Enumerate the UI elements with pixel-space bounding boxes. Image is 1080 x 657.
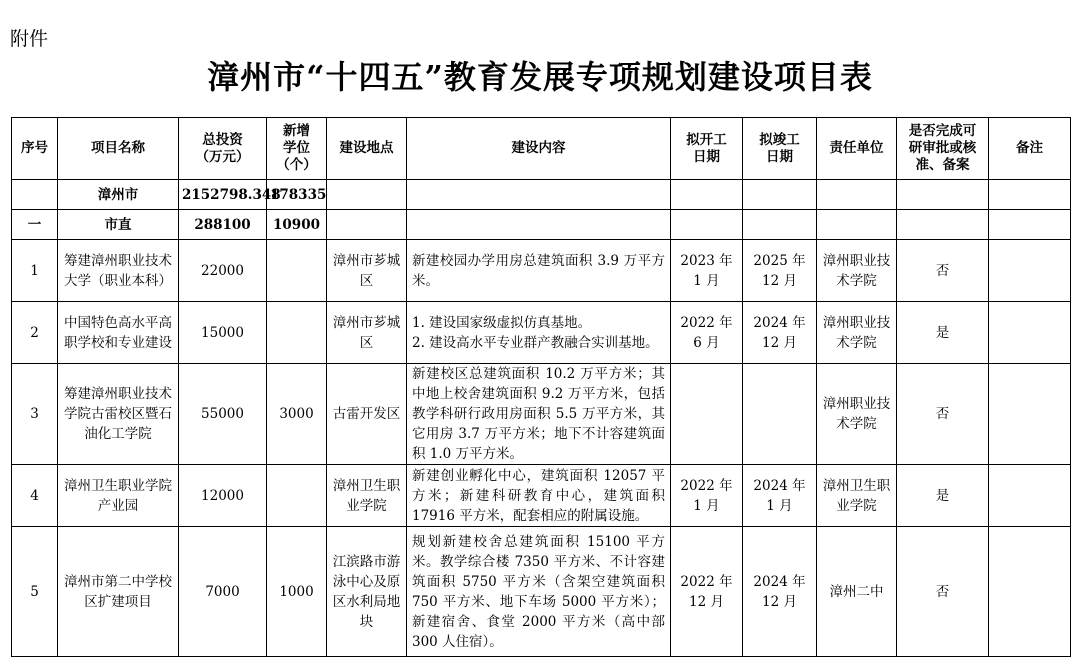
cell-name: 筹建漳州职业技术学院古雷校区暨石油化工学院 (58, 364, 179, 465)
cell-remark (989, 527, 1071, 657)
header-start: 拟开工 日期 (671, 118, 743, 180)
cell-content: 新建校区总建筑面积 10.2 万平方米；其中地上校舍建筑面积 9.2 万平方米，包括教学科研行政用房面积 5.5 万平方米，其它用房 3.7 万平方米；地下不计容建筑面积 1.0 万平方米。 (407, 364, 671, 465)
cell-seats (267, 302, 327, 364)
cell-approved: 是 (897, 302, 989, 364)
cell-no: 一 (12, 210, 58, 240)
cell-invest: 288100 (179, 210, 267, 240)
cell-end (743, 364, 817, 465)
cell-content: 新建创业孵化中心，建筑面积 12057 平方米；新建科研教育中心，建筑面积 17916 平方米，配套相应的附属设施。 (407, 465, 671, 527)
cell-seats (267, 240, 327, 302)
cell-unit: 漳州二中 (817, 527, 897, 657)
cell-location: 古雷开发区 (327, 364, 407, 465)
cell-invest: 2152798.348 (179, 180, 267, 210)
cell-approved: 否 (897, 527, 989, 657)
summary-row-total (12, 180, 1071, 210)
header-approved: 是否完成可 研审批或核 准、备案 (897, 118, 989, 180)
cell-no: 4 (12, 465, 58, 527)
cell-seats: 3000 (267, 364, 327, 465)
table-row (12, 302, 1071, 364)
cell-approved: 否 (897, 240, 989, 302)
cell-no: 3 (12, 364, 58, 465)
cell-invest: 12000 (179, 465, 267, 527)
cell-start: 2023 年 1 月 (671, 240, 743, 302)
cell-seats (267, 465, 327, 527)
cell-end: 2024 年 1 月 (743, 465, 817, 527)
project-table (11, 117, 1071, 657)
cell-name: 漳州市 (58, 180, 179, 210)
cell-content: 规划新建校舍总建筑面积 15100 平方米。教学综合楼 7350 平方米、不计容建筑面积 5750 平方米（含架空建筑面积 750 平方米、地下车场 5000 平方米）；新建宿舍、食堂 2000 平方米（高中部 300 人住宿）。 (407, 527, 671, 657)
header-content: 建设内容 (407, 118, 671, 180)
cell-content: 新建校园办学用房总建筑面积 3.9 万平方米。 (407, 240, 671, 302)
cell-name: 市直 (58, 210, 179, 240)
cell-end: 2024 年 12 月 (743, 302, 817, 364)
cell-seats: 1000 (267, 527, 327, 657)
cell-unit: 漳州职业技术学院 (817, 302, 897, 364)
cell-remark (989, 465, 1071, 527)
cell-remark (989, 364, 1071, 465)
cell-location: 江滨路市游泳中心及原区水利局地块 (327, 527, 407, 657)
page-title: 漳州市“十四五”教育发展专项规划建设项目表 (207, 58, 873, 96)
table-row (12, 465, 1071, 527)
cell-location: 漳州市芗城区 (327, 302, 407, 364)
cell-seats: 178335 (267, 180, 327, 210)
table-header-row (12, 118, 1071, 180)
cell-approved: 是 (897, 465, 989, 527)
cell-invest: 55000 (179, 364, 267, 465)
cell-no: 2 (12, 302, 58, 364)
header-unit: 责任单位 (817, 118, 897, 180)
cell-unit: 漳州职业技术学院 (817, 240, 897, 302)
table-row (12, 527, 1071, 657)
cell-start (671, 364, 743, 465)
cell-location: 漳州卫生职业学院 (327, 465, 407, 527)
cell-invest: 22000 (179, 240, 267, 302)
cell-seats: 10900 (267, 210, 327, 240)
header-seats: 新增 学位 （个） (267, 118, 327, 180)
summary-row-city (12, 210, 1071, 240)
header-no: 序号 (12, 118, 58, 180)
cell-content: 1. 建设国家级虚拟仿真基地。 2. 建设高水平专业群产教融合实训基地。 (407, 302, 671, 364)
table-row (12, 364, 1071, 465)
cell-start: 2022 年 12 月 (671, 527, 743, 657)
cell-no: 1 (12, 240, 58, 302)
cell-no: 5 (12, 527, 58, 657)
header-remark: 备注 (989, 118, 1071, 180)
cell-name: 漳州卫生职业学院产业园 (58, 465, 179, 527)
cell-approved: 否 (897, 364, 989, 465)
header-location: 建设地点 (327, 118, 407, 180)
cell-remark (989, 240, 1071, 302)
cell-start: 2022 年 6 月 (671, 302, 743, 364)
cell-unit: 漳州卫生职业学院 (817, 465, 897, 527)
cell-location: 漳州市芗城区 (327, 240, 407, 302)
table-row (12, 240, 1071, 302)
cell-name: 中国特色高水平高职学校和专业建设 (58, 302, 179, 364)
attachment-label: 附件 (10, 28, 49, 50)
cell-end: 2025 年 12 月 (743, 240, 817, 302)
cell-no (12, 180, 58, 210)
cell-unit: 漳州职业技术学院 (817, 364, 897, 465)
cell-name: 筹建漳州职业技术大学（职业本科） (58, 240, 179, 302)
cell-end: 2024 年 12 月 (743, 527, 817, 657)
cell-invest: 7000 (179, 527, 267, 657)
cell-invest: 15000 (179, 302, 267, 364)
cell-name: 漳州市第二中学校区扩建项目 (58, 527, 179, 657)
header-invest: 总投资 （万元） (179, 118, 267, 180)
header-end: 拟竣工 日期 (743, 118, 817, 180)
cell-remark (989, 302, 1071, 364)
cell-start: 2022 年 1 月 (671, 465, 743, 527)
header-name: 项目名称 (58, 118, 179, 180)
